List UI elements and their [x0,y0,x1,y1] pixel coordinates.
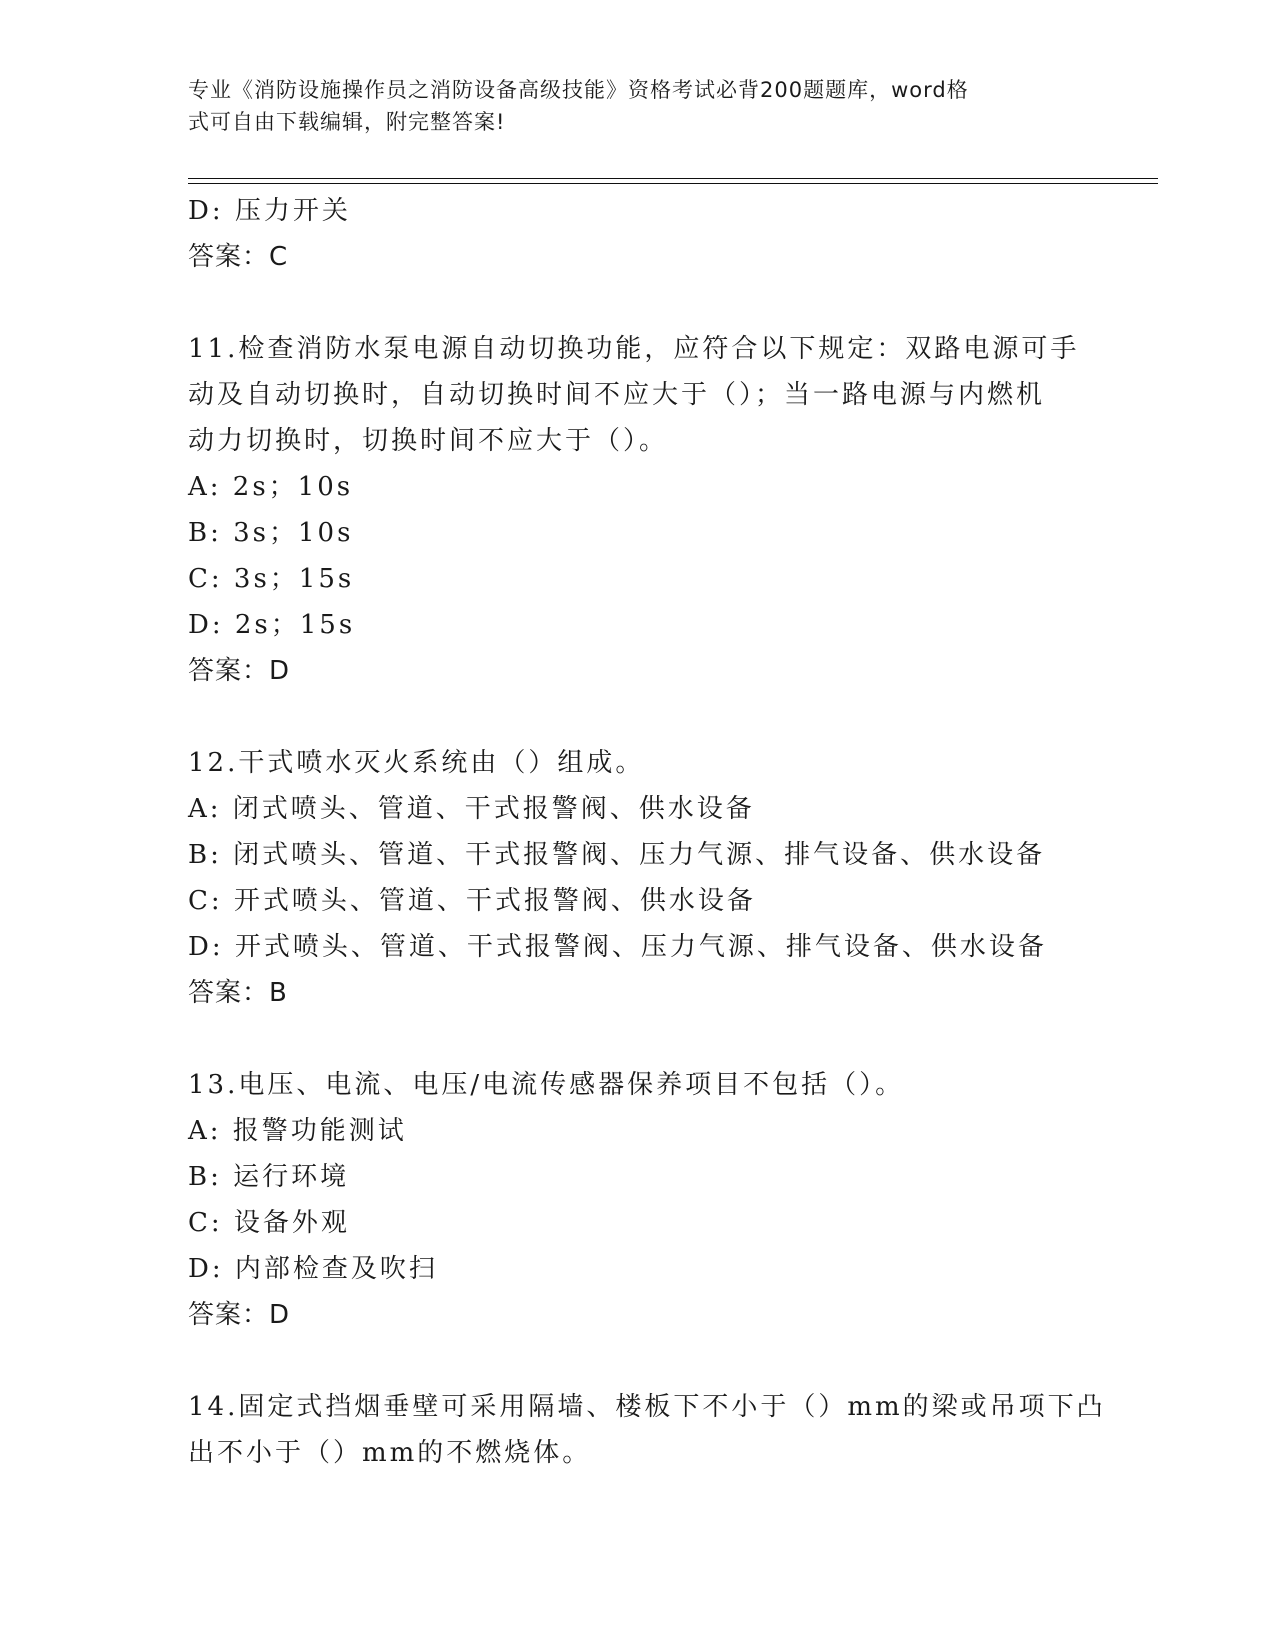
question-11-option-a: A: 2s；10s [188,472,354,502]
question-13-option-b: B: 运行环境 [188,1162,350,1192]
header-divider-bottom [188,183,1158,184]
prev-answer: 答案：C [188,242,289,272]
header-line-2: 式可自由下载编辑，附完整答案! [188,110,506,134]
question-14-text-line-1: 14.固定式挡烟垂壁可采用隔墙、楼板下不小于（）mm的梁或吊项下凸 [188,1392,1106,1422]
question-11-text-line-3: 动力切换时，切换时间不应大于（）。 [188,426,669,456]
question-11-option-c: C: 3s；15s [188,564,355,594]
question-11 [188,326,1088,694]
prev-option-d: D: 压力开关 [188,196,351,226]
question-12-option-a: A: 闭式喷头、管道、干式报警阀、供水设备 [188,794,755,824]
question-12-option-c: C: 开式喷头、管道、干式报警阀、供水设备 [188,886,756,916]
document-header [188,74,1088,138]
question-14 [188,1384,1106,1476]
document-body [188,188,1106,1476]
question-11-option-d: D: 2s；15s [188,610,356,640]
question-13 [188,1062,1088,1338]
header-line-1: 专业《消防设施操作员之消防设备高级技能》资格考试必背200题题库，word格 [188,78,969,102]
question-13-answer: 答案：D [188,1300,291,1330]
question-13-text-line-1: 13.电压、电流、电压/电流传感器保养项目不包括（）。 [188,1070,905,1100]
question-14-text-line-2: 出不小于（）mm的不燃烧体。 [188,1438,592,1468]
question-12-answer: 答案：B [188,978,288,1008]
question-13-option-c: C: 设备外观 [188,1208,350,1238]
question-11-answer: 答案：D [188,656,291,686]
question-12 [188,740,1088,1016]
question-12-option-b: B: 闭式喷头、管道、干式报警阀、压力气源、排气设备、供水设备 [188,840,1046,870]
question-13-option-d: D: 内部检查及吹扫 [188,1254,438,1284]
question-13-option-a: A: 报警功能测试 [188,1116,407,1146]
question-11-text-line-1: 11.检查消防水泵电源自动切换功能，应符合以下规定：双路电源可手 [188,334,1080,364]
question-12-text-line-1: 12.干式喷水灭火系统由（）组成。 [188,748,645,778]
header-divider-top [188,178,1158,179]
question-11-option-b: B: 3s；10s [188,518,354,548]
question-11-text-line-2: 动及自动切换时，自动切换时间不应大于（）；当一路电源与内燃机 [188,380,1046,410]
question-12-option-d: D: 开式喷头、管道、干式报警阀、压力气源、排气设备、供水设备 [188,932,1047,962]
